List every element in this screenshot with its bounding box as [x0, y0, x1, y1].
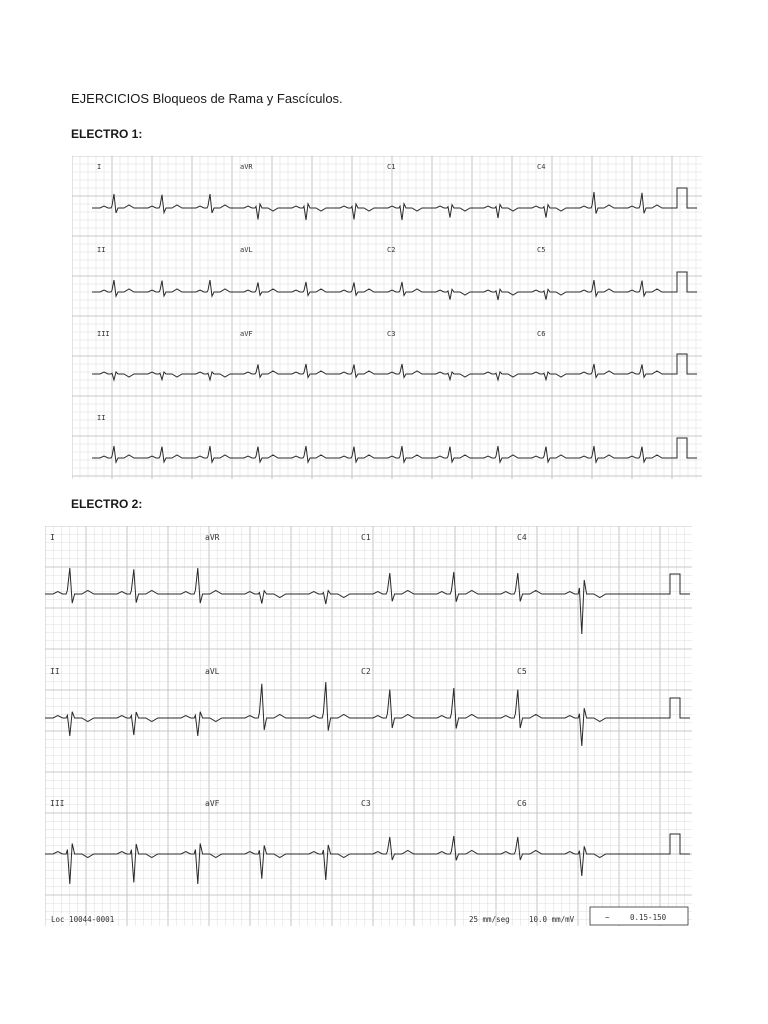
lead-label-avl: aVL	[240, 246, 253, 254]
lead-label-i: I	[50, 533, 55, 542]
lead-label-rhythm-ii: II	[97, 414, 106, 422]
lead-label-c1: C1	[387, 163, 396, 171]
lead-label-avl: aVL	[205, 667, 220, 676]
lead-label-c1: C1	[361, 533, 371, 542]
lead-label-ii: II	[97, 246, 106, 254]
ecg-2-strip	[45, 526, 692, 926]
lead-label-iii: III	[50, 799, 65, 808]
ecg-2-filter: 0.15-150	[630, 913, 667, 922]
lead-label-avr: aVR	[240, 163, 253, 171]
lead-label-c4: C4	[517, 533, 527, 542]
ecg-2-speed: 25 mm/seg	[469, 915, 510, 924]
lead-label-c5: C5	[537, 246, 546, 254]
document-title: EJERCICIOS Bloqueos de Rama y Fascículos.	[71, 91, 343, 106]
ecg-2-tracing	[45, 526, 692, 926]
ecg-2-heading: ELECTRO 2:	[71, 497, 143, 511]
ecg-1-trace-row-4	[92, 438, 697, 462]
lead-label-avf: aVF	[240, 330, 253, 338]
lead-label-iii: III	[97, 330, 110, 338]
ecg-1-tracing	[72, 156, 702, 479]
ecg-2-location: Loc 10044-0001	[51, 915, 115, 924]
lead-label-ii: II	[50, 667, 60, 676]
ecg-2-trace-row-2	[45, 682, 690, 746]
lead-label-c4: C4	[537, 163, 546, 171]
lead-label-c3: C3	[387, 330, 396, 338]
ecg-1-heading: ELECTRO 1:	[71, 127, 143, 141]
lead-label-c6: C6	[537, 330, 546, 338]
lead-label-c2: C2	[361, 667, 371, 676]
filter-wave-icon: ~	[605, 913, 610, 922]
grid	[72, 156, 702, 479]
lead-label-i: I	[97, 163, 102, 171]
lead-label-c6: C6	[517, 799, 527, 808]
ecg-2-gain: 10.0 mm/mV	[529, 915, 575, 924]
lead-label-c5: C5	[517, 667, 527, 676]
lead-label-avf: aVF	[205, 799, 220, 808]
grid	[45, 526, 692, 926]
lead-label-c3: C3	[361, 799, 371, 808]
ecg-2-trace-row-3	[45, 834, 690, 884]
lead-label-c2: C2	[387, 246, 396, 254]
lead-label-avr: aVR	[205, 533, 220, 542]
ecg-1-trace-row-3	[92, 354, 697, 380]
ecg-2-trace-row-1	[45, 568, 690, 634]
ecg-1-strip	[72, 156, 702, 479]
